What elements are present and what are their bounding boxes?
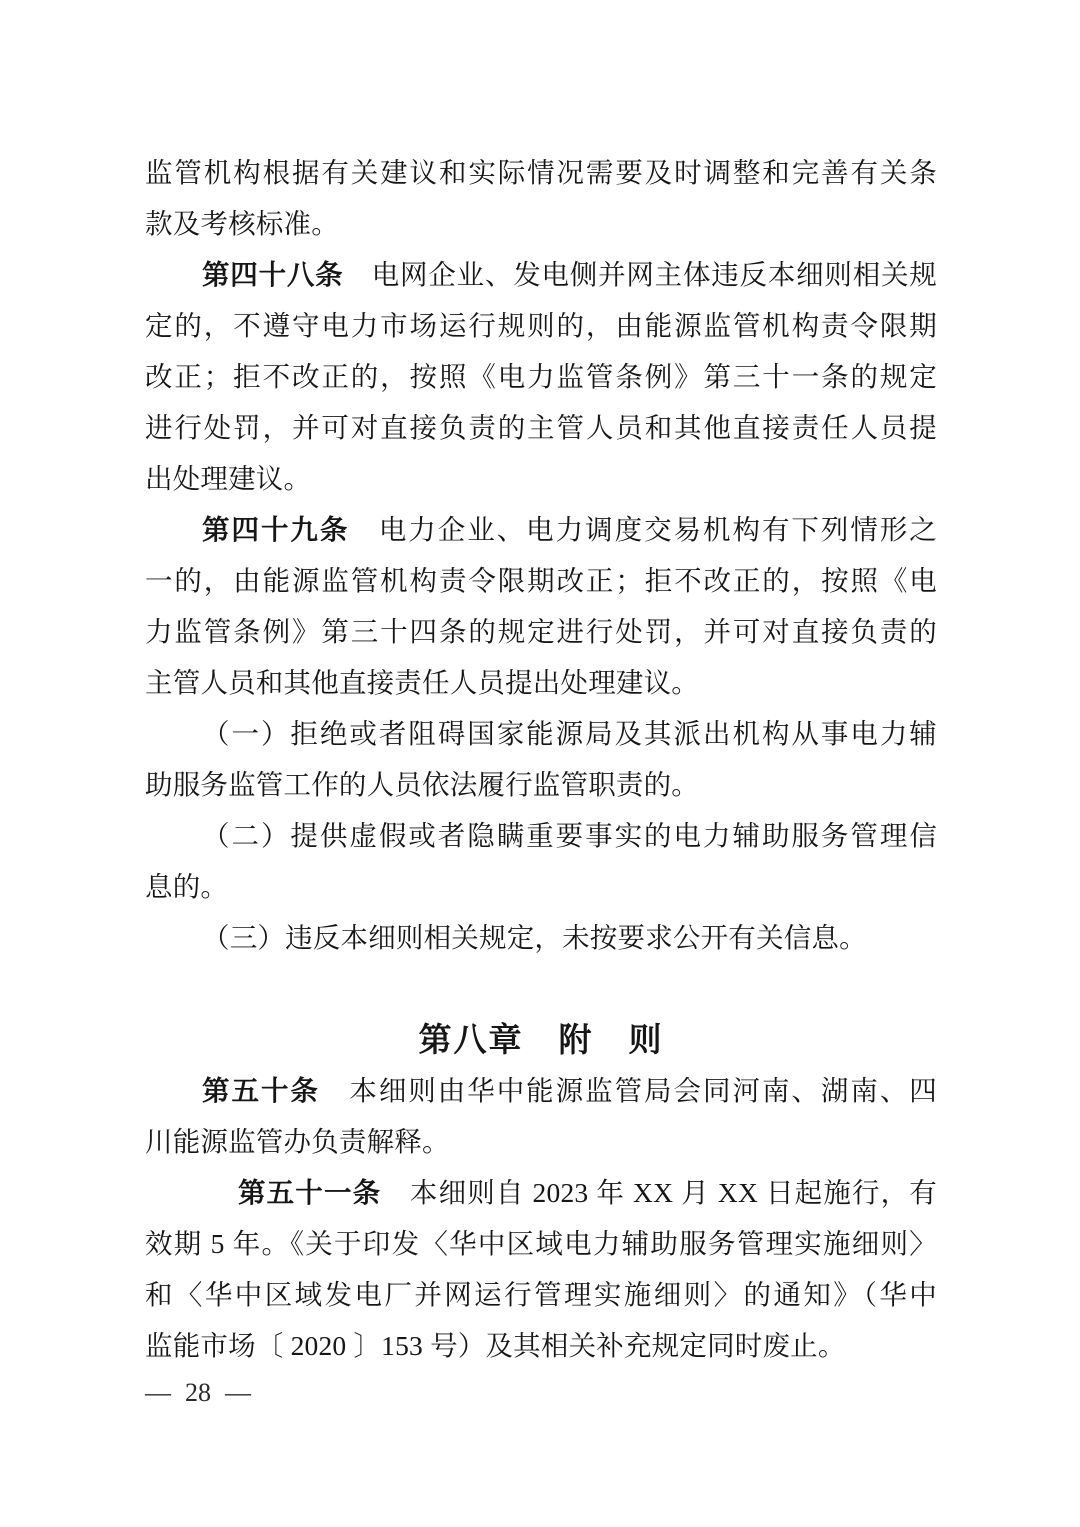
line-text: （三）违反本细则相关规定，未按要求公开有关信息。 <box>202 922 867 953</box>
text-line <box>145 1116 937 1167</box>
article-48-line <box>145 249 937 300</box>
text-line <box>145 555 937 606</box>
text-line <box>145 1320 937 1371</box>
line-text: 定的，不遵守电力市场运行规则的，由能源监管机构责令限期 <box>145 310 937 341</box>
line-text: 监能市场〔 2020 〕153 号）及其相关补充规定同时废止。 <box>145 1330 846 1361</box>
article-49-line <box>145 504 937 555</box>
list-item-2-line <box>145 810 937 861</box>
line-text: 和〈华中区域发电厂并网运行管理实施细则〉的通知》（华中 <box>145 1279 937 1310</box>
line-text: 主管人员和其他直接责任人员提出处理建议。 <box>145 667 699 698</box>
line-text: （二）提供虚假或者隐瞒重要事实的电力辅助服务管理信 <box>202 820 937 851</box>
blank-line <box>145 963 937 1014</box>
line-text: 出处理建议。 <box>145 463 312 494</box>
line-text: （一）拒绝或者阻碍国家能源局及其派出机构从事电力辅 <box>202 718 937 749</box>
text-line <box>145 147 937 198</box>
article-number: 第五十条 <box>202 1075 320 1106</box>
footer-dash-left: — <box>145 1378 171 1407</box>
page-footer <box>145 1378 251 1408</box>
text-line <box>145 198 937 249</box>
text-line <box>145 759 937 810</box>
chapter-heading: 第八章 附 则 <box>418 1020 664 1059</box>
article-number: 第四十八条 <box>202 259 344 290</box>
list-item-3-line <box>145 912 937 963</box>
line-text: 款及考核标准。 <box>145 208 339 239</box>
line-text: 本细则自 2023 年 XX 月 XX 日起施行，有 <box>381 1177 937 1208</box>
line-text: 进行处罚，并可对直接负责的主管人员和其他直接责任人员提 <box>145 412 937 443</box>
line-text: 电力企业、电力调度交易机构有下列情形之 <box>349 514 938 545</box>
list-item-1-line <box>145 708 937 759</box>
text-line <box>145 657 937 708</box>
text-line <box>145 1218 937 1269</box>
text-line <box>145 351 937 402</box>
line-text: 监管机构根据有关建议和实际情况需要及时调整和完善有关条 <box>145 157 937 188</box>
line-text: 电网企业、发电侧并网主体违反本细则相关规 <box>343 259 938 290</box>
text-line <box>145 300 937 351</box>
article-51-line <box>145 1167 937 1218</box>
line-text: 一的，由能源监管机构责令限期改正；拒不改正的，按照《电 <box>145 565 937 596</box>
page-number: 28 <box>185 1378 211 1407</box>
article-50-line <box>145 1065 937 1116</box>
line-text: 本细则由华中能源监管局会同河南、湖南、四 <box>319 1075 937 1106</box>
line-text: 力监管条例》第三十四条的规定进行处罚，并可对直接负责的 <box>145 616 937 647</box>
text-line <box>145 861 937 912</box>
text-line <box>145 606 937 657</box>
line-text: 改正；拒不改正的，按照《电力监管条例》第三十一条的规定 <box>145 361 937 392</box>
text-line <box>145 402 937 453</box>
article-number: 第四十九条 <box>202 514 350 545</box>
line-text: 川能源监管办负责解释。 <box>145 1126 450 1157</box>
article-number: 第五十一条 <box>238 1177 382 1208</box>
text-block <box>145 147 937 1371</box>
text-line <box>145 453 937 504</box>
line-text: 效期 5 年。《关于印发〈华中区域电力辅助服务管理实施细则〉 <box>145 1228 937 1259</box>
footer-dash-right: — <box>225 1378 251 1407</box>
line-text: 息的。 <box>145 871 229 902</box>
line-text: 助服务监管工作的人员依法履行监管职责的。 <box>145 769 699 800</box>
text-line <box>145 1269 937 1320</box>
